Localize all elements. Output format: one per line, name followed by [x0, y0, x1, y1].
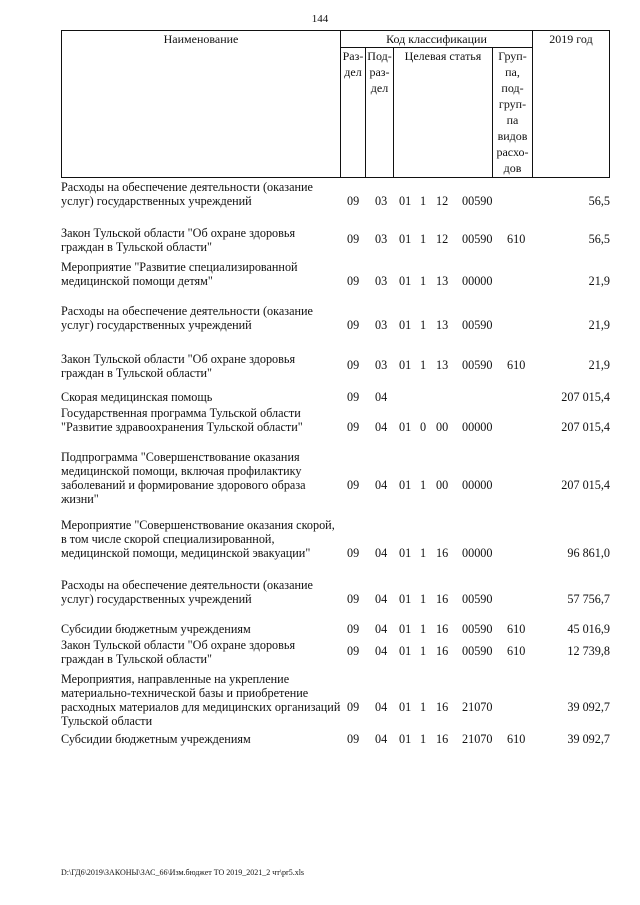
row-name: Расходы на обеспечение деятельности (оказание услуг) государственных учреждений	[61, 304, 313, 332]
row-code-p2: 1	[420, 274, 427, 288]
row-code-p3: 12	[436, 232, 449, 246]
row-name: Подпрограмма "Совершенствование оказания медицинской помощи, включая профилактику заболеваний и формирование здорового образа жизни"	[61, 450, 306, 506]
row-sum: 39 092,7	[567, 700, 610, 714]
row-code-vid: 610	[507, 232, 526, 246]
header-vid	[493, 48, 533, 178]
row-sum: 96 861,0	[567, 546, 610, 560]
row-code-razdel: 09	[347, 274, 360, 288]
row-sum: 21,9	[588, 318, 610, 332]
header-word: Под-	[367, 49, 392, 63]
row-code-razdel: 09	[347, 390, 360, 404]
row-name: Мероприятия, направленные на укрепление материально-технической базы и приобретение расходных материалов для медицинских организаций Тульской области	[61, 672, 341, 728]
page-number: 144	[311, 13, 329, 25]
table-row	[61, 450, 610, 518]
header-word: Груп-	[498, 49, 527, 63]
row-code-razdel: 09	[347, 622, 360, 636]
header-classification: Код классификации	[341, 31, 533, 48]
row-code-razdel: 09	[347, 592, 360, 606]
row-sum: 39 092,7	[567, 732, 610, 746]
row-sum: 207 015,4	[561, 420, 610, 434]
header-word: под-	[501, 81, 524, 95]
row-code-p2: 1	[420, 592, 427, 606]
row-code-p2: 1	[420, 318, 427, 332]
row-name: Субсидии бюджетным учреждениям	[61, 622, 251, 636]
row-code-p1: 01	[399, 700, 412, 714]
row-code-p1: 01	[399, 420, 412, 434]
row-code-podrazdel: 03	[375, 358, 388, 372]
header-word: груп-	[498, 97, 527, 111]
header-word: дел	[370, 81, 389, 95]
row-code-podrazdel: 04	[375, 478, 388, 492]
row-code-p2: 1	[420, 478, 427, 492]
row-code-p3: 12	[436, 194, 449, 208]
row-sum: 56,5	[588, 194, 610, 208]
row-code-p3: 00	[436, 420, 449, 434]
header-word: расхо-	[496, 145, 529, 159]
row-sum: 21,9	[588, 274, 610, 288]
row-code-p1: 01	[399, 546, 412, 560]
row-code-podrazdel: 03	[375, 318, 388, 332]
row-code-podrazdel: 04	[375, 732, 388, 746]
row-code-p4: 00590	[462, 592, 493, 606]
row-code-p2: 1	[420, 644, 427, 658]
table-row	[61, 622, 610, 638]
row-name: Расходы на обеспечение деятельности (оказание услуг) государственных учреждений	[61, 578, 313, 606]
row-code-p3: 13	[436, 358, 449, 372]
row-code-razdel: 09	[347, 700, 360, 714]
row-code-podrazdel: 04	[375, 390, 388, 404]
table-row	[61, 304, 610, 352]
row-code-p3: 16	[436, 644, 449, 658]
row-code-podrazdel: 04	[375, 420, 388, 434]
header-word: Раз-	[342, 49, 364, 63]
row-sum: 57 756,7	[567, 592, 610, 606]
row-sum: 56,5	[588, 232, 610, 246]
row-code-p4: 00000	[462, 546, 493, 560]
row-code-p3: 16	[436, 732, 449, 746]
table-row	[61, 390, 610, 406]
row-code-razdel: 09	[347, 318, 360, 332]
row-code-podrazdel: 04	[375, 546, 388, 560]
row-code-p4: 21070	[462, 732, 493, 746]
row-code-p3: 13	[436, 318, 449, 332]
table-row	[61, 638, 610, 672]
table-row	[61, 260, 610, 304]
row-code-p4: 00000	[462, 478, 493, 492]
row-code-p2: 1	[420, 732, 427, 746]
row-name: Закон Тульской области "Об охране здоровья граждан в Тульской области"	[61, 352, 296, 380]
row-sum: 12 739,8	[567, 644, 610, 658]
table-header	[61, 30, 610, 178]
row-code-p3: 16	[436, 700, 449, 714]
row-name: Расходы на обеспечение деятельности (оказание услуг) государственных учреждений	[61, 180, 313, 208]
row-code-razdel: 09	[347, 732, 360, 746]
header-word: дел	[344, 65, 362, 79]
row-code-p3: 16	[436, 592, 449, 606]
row-code-p2: 0	[420, 420, 427, 434]
row-code-p1: 01	[399, 194, 412, 208]
row-code-p2: 1	[420, 546, 427, 560]
row-code-p1: 01	[399, 732, 412, 746]
row-sum: 21,9	[588, 358, 610, 372]
row-code-p3: 16	[436, 622, 449, 636]
row-code-podrazdel: 03	[375, 274, 388, 288]
table-row	[61, 732, 610, 752]
row-name: Закон Тульской области "Об охране здоровья граждан в Тульской области"	[61, 638, 296, 666]
row-name: Государственная программа Тульской области "Развитие здравоохранения Тульской области"	[61, 406, 303, 434]
row-code-p3: 16	[436, 546, 449, 560]
row-code-p1: 01	[399, 622, 412, 636]
row-name: Мероприятие "Развитие специализированной медицинской помощи детям"	[61, 260, 298, 288]
row-sum: 207 015,4	[561, 390, 610, 404]
row-code-p4: 00590	[462, 622, 493, 636]
row-code-p4: 00590	[462, 318, 493, 332]
row-code-p4: 00000	[462, 420, 493, 434]
row-code-razdel: 09	[347, 478, 360, 492]
row-code-p2: 1	[420, 194, 427, 208]
row-code-p1: 01	[399, 644, 412, 658]
row-code-p4: 00000	[462, 274, 493, 288]
row-code-p1: 01	[399, 274, 412, 288]
header-word: па	[506, 113, 519, 127]
row-code-podrazdel: 04	[375, 592, 388, 606]
row-code-razdel: 09	[347, 358, 360, 372]
row-code-vid: 610	[507, 732, 526, 746]
row-code-p2: 1	[420, 622, 427, 636]
row-code-razdel: 09	[347, 232, 360, 246]
row-code-p1: 01	[399, 358, 412, 372]
header-target: Целевая статья	[394, 48, 493, 178]
row-sum: 45 016,9	[567, 622, 610, 636]
row-code-p1: 01	[399, 232, 412, 246]
row-name: Скорая медицинская помощь	[61, 390, 213, 404]
row-code-p4: 21070	[462, 700, 493, 714]
row-code-p1: 01	[399, 478, 412, 492]
row-code-p4: 00590	[462, 194, 493, 208]
row-code-p1: 01	[399, 318, 412, 332]
row-code-p4: 00590	[462, 644, 493, 658]
row-code-podrazdel: 04	[375, 700, 388, 714]
row-code-vid: 610	[507, 644, 526, 658]
row-code-vid: 610	[507, 358, 526, 372]
row-code-p1: 01	[399, 592, 412, 606]
row-code-vid: 610	[507, 622, 526, 636]
row-code-p4: 00590	[462, 358, 493, 372]
header-podrazdel	[366, 48, 394, 178]
table-row	[61, 226, 610, 260]
header-word: па,	[505, 65, 520, 79]
row-code-razdel: 09	[347, 194, 360, 208]
header-razdel	[341, 48, 366, 178]
table-row	[61, 406, 610, 450]
row-name: Субсидии бюджетным учреждениям	[61, 732, 251, 746]
table-row	[61, 518, 610, 578]
row-sum: 207 015,4	[561, 478, 610, 492]
row-code-podrazdel: 04	[375, 644, 388, 658]
row-name: Мероприятие "Совершенствование оказания скорой, в том числе скорой специализированной, медицинской помощи, медицинской эвакуации"	[61, 518, 335, 560]
row-code-razdel: 09	[347, 546, 360, 560]
header-name: Наименование	[62, 31, 341, 178]
table-row	[61, 672, 610, 732]
table-row	[61, 578, 610, 622]
row-name: Закон Тульской области "Об охране здоровья граждан в Тульской области"	[61, 226, 296, 254]
row-code-p3: 13	[436, 274, 449, 288]
file-path-footer: D:\ГД6\2019\ЗАКОНЫ\ЗАС_66\Изм.бюджет ТО 2019_2021_2 чт\pr5.xls	[61, 868, 305, 877]
row-code-p2: 1	[420, 358, 427, 372]
row-code-razdel: 09	[347, 644, 360, 658]
row-code-podrazdel: 04	[375, 622, 388, 636]
row-code-p2: 1	[420, 232, 427, 246]
row-code-podrazdel: 03	[375, 194, 388, 208]
row-code-p2: 1	[420, 700, 427, 714]
row-code-p3: 00	[436, 478, 449, 492]
header-word: раз-	[369, 65, 390, 79]
header-word: видов	[497, 129, 528, 143]
table-body	[61, 180, 610, 752]
table-row	[61, 352, 610, 390]
table-row	[61, 180, 610, 226]
row-code-p4: 00590	[462, 232, 493, 246]
row-code-razdel: 09	[347, 420, 360, 434]
header-word: дов	[503, 161, 522, 175]
header-year: 2019 год	[533, 31, 610, 178]
row-code-podrazdel: 03	[375, 232, 388, 246]
